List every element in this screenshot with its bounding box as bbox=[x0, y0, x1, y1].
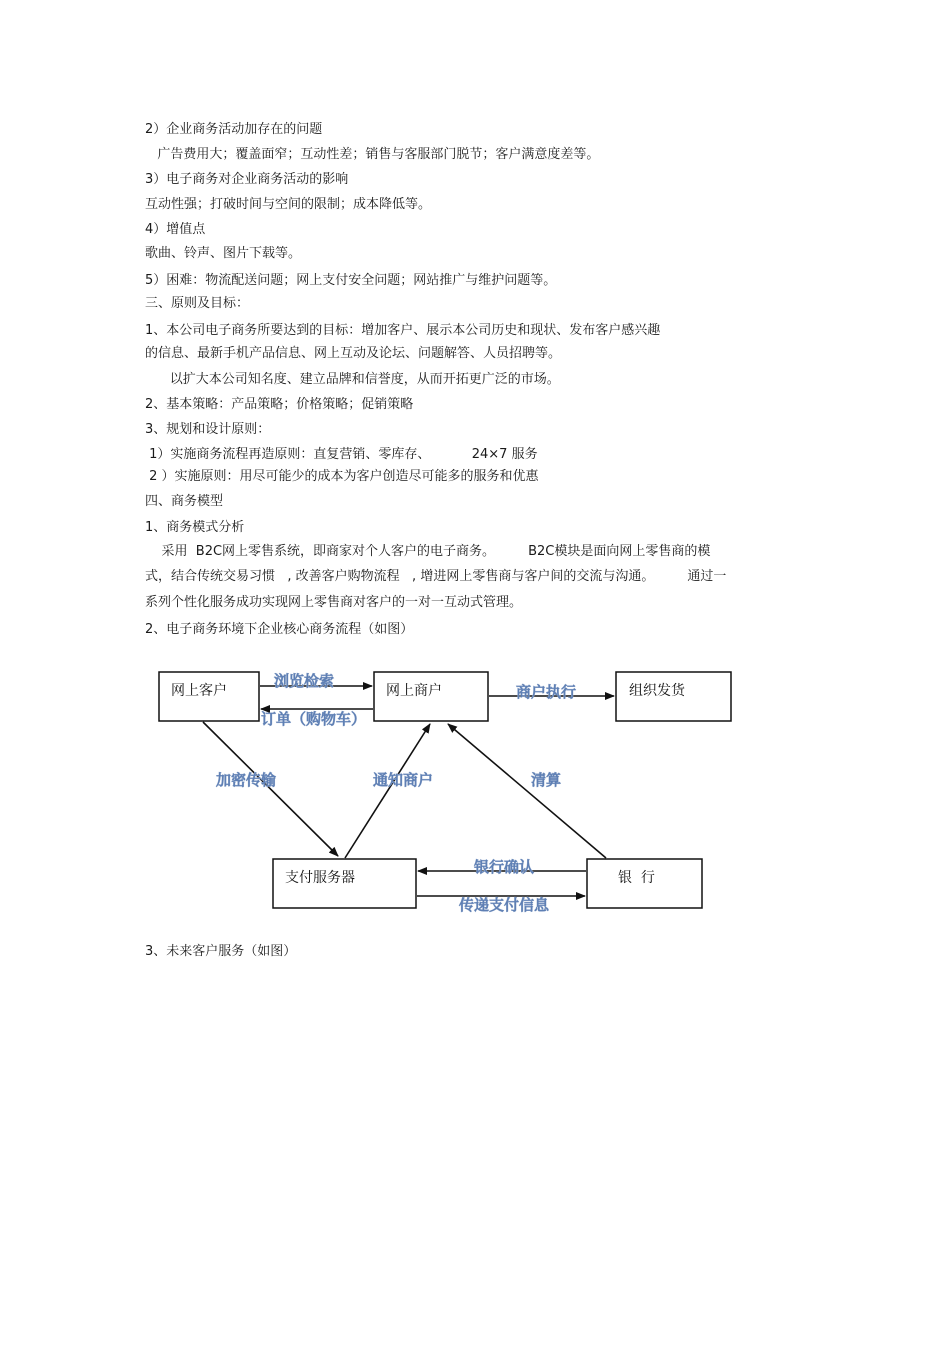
edge-settle-arrow bbox=[448, 724, 606, 858]
node-shipping-label: 组织发货 bbox=[629, 683, 685, 699]
paragraph: 3、规划和设计原则： bbox=[145, 422, 271, 437]
node-customer-label: 网上客户 bbox=[171, 683, 227, 699]
paragraph: 系列个性化服务成功实现网上零售商对客户的一对一互动式管理。 bbox=[145, 595, 523, 610]
paragraph: 2）企业商务活动加存在的问题 bbox=[145, 122, 323, 137]
paragraph: 采用 B2C网上零售系统，即商家对个人客户的电子商务。 B2C模块是面向网上零售商的模 bbox=[145, 544, 711, 559]
section-heading: 四、商务模型 bbox=[145, 494, 224, 509]
paragraph: 广告费用大；覆盖面窄；互动性差；销售与客服部门脱节；客户满意度差等。 bbox=[145, 147, 600, 162]
paragraph: 以扩大本公司知名度、建立品牌和信誉度，从而开拓更广泛的市场。 bbox=[145, 372, 560, 387]
paragraph: 3、未来客户服务（如图） bbox=[145, 944, 297, 959]
paragraph: 2、基本策略：产品策略；价格策略；促销策略 bbox=[145, 397, 414, 412]
paragraph: 式，结合传统交易习惯 , 改善客户购物流程 , 增进网上零售商与客户间的交流与沟通。 通过一 bbox=[145, 569, 727, 584]
edge-transfer-payment-label: 传递支付信息 bbox=[459, 896, 550, 914]
paragraph: 1、本公司电子商务所要达到的目标：增加客户、展示本公司历史和现状、发布客户感兴趣 bbox=[145, 323, 661, 338]
paragraph: 的信息、最新手机产品信息、网上互动及论坛、问题解答、人员招聘等。 bbox=[145, 346, 562, 361]
node-bank bbox=[587, 859, 702, 908]
node-payment-server-label: 支付服务器 bbox=[285, 870, 355, 886]
paragraph: 1、商务模式分析 bbox=[145, 520, 245, 535]
paragraph: 3）电子商务对企业商务活动的影响 bbox=[145, 172, 349, 187]
node-shipping bbox=[616, 672, 731, 721]
node-payment-server bbox=[273, 859, 416, 908]
edge-browse-label: 浏览检索 bbox=[274, 672, 335, 690]
node-merchant-label: 网上商户 bbox=[386, 683, 442, 699]
paragraph: 2 ）实施原则：用尽可能少的成本为客户创造尽可能多的服务和优惠 bbox=[145, 469, 539, 484]
edge-settle-label: 清算 bbox=[531, 771, 562, 789]
edge-order-label: 订单（购物车） bbox=[261, 710, 367, 728]
paragraph: 互动性强；打破时间与空间的限制；成本降低等。 bbox=[145, 197, 432, 212]
edge-bank-confirm-label: 银行确认 bbox=[474, 858, 535, 876]
edge-encrypt-arrow bbox=[203, 722, 338, 856]
edge-encrypt-label: 加密传输 bbox=[216, 771, 277, 789]
paragraph: 1）实施商务流程再造原则：直复营销、零库存、 24×7 服务 bbox=[145, 447, 538, 462]
paragraph: 5）困难：物流配送问题；网上支付安全问题；网站推广与维护问题等。 bbox=[145, 273, 557, 288]
node-merchant bbox=[374, 672, 488, 721]
edge-notify-label: 通知商户 bbox=[373, 771, 434, 789]
paragraph: 2、电子商务环境下企业核心商务流程（如图） bbox=[145, 622, 414, 637]
section-heading: 三、原则及目标： bbox=[145, 296, 250, 311]
node-customer bbox=[159, 672, 259, 721]
node-bank-label: 银 行 bbox=[618, 870, 655, 886]
paragraph: 歌曲、铃声、图片下载等。 bbox=[145, 246, 302, 261]
edge-execute-label: 商户执行 bbox=[516, 683, 577, 701]
edge-notify-arrow bbox=[345, 724, 430, 858]
paragraph: 4）增值点 bbox=[145, 222, 206, 237]
